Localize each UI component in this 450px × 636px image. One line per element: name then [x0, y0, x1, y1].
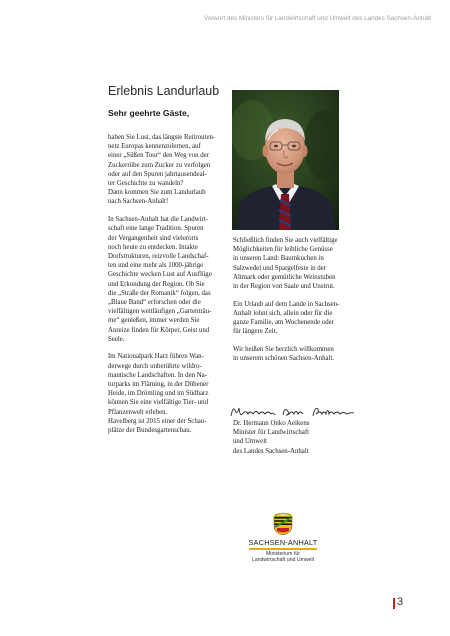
paragraph [108, 352, 226, 435]
text-line: Wir heißen Sie herzlich willkommen [233, 346, 334, 354]
text-line: ten und eine mehr als 1000-jährige [108, 262, 204, 270]
text-line: Dorfstrukturen, reizvolle Landschaf- [108, 252, 209, 260]
text-line: Im Nationalpark Harz führen Wan- [108, 353, 204, 361]
text-line: oder auf den Spuren jahrtausendeal- [108, 170, 207, 178]
logo-ministry-line: Ministerium für [265, 551, 300, 557]
text-line: noch heute zu entdecken. Intakte [108, 243, 198, 251]
page-number: 3 [397, 596, 404, 608]
logo-ministry-name [246, 551, 320, 564]
text-line: In Sachsen-Anhalt hat die Landwirt- [108, 216, 208, 224]
text-line: Altmark oder gemütliche Weinstuben [233, 273, 336, 281]
text-line: Heide, im Drömling und im Südharz [108, 390, 209, 398]
text-line: vielfältigen weitläufigen „Gartenträu- [108, 308, 212, 316]
paragraph [233, 236, 358, 291]
text-line: Anreize finden für Körper, Geist und [108, 326, 210, 334]
paragraph [108, 215, 226, 344]
text-line: haben Sie Lust, das längste Reitrouten- [108, 134, 216, 141]
coat-of-arms-icon [273, 512, 293, 536]
paragraph [233, 345, 358, 363]
text-line: einer „Süßen Tour“ den Weg von der [108, 152, 209, 160]
text-line: ter Geschichte zu wandeln? [108, 180, 184, 188]
page-title: Erlebnis Landurlaub [108, 84, 220, 98]
signatory-title: des Landes Sachsen-Anhalt [233, 447, 309, 455]
text-line: in unserem schönen Sachsen-Anhalt. [233, 355, 335, 363]
text-line: turparks im Fläming, in der Dübener [108, 381, 209, 389]
text-line: Geschichte wecken Lust auf Ausflüge [108, 271, 212, 279]
logo-wordmark: SACHSEN-ANHALT [248, 538, 318, 547]
running-header: Vorwort des Ministers für Landwirtschaft und Umwelt des Landes Sachsen-Anhalt [203, 15, 431, 22]
text-line: Anhalt lohnt sich, allein oder für die [233, 309, 333, 317]
text-line: nach Sachsen-Anhalt! [108, 198, 169, 206]
text-line: können Sie eine vielfältige Tier- und [108, 399, 209, 407]
text-line: in unseren Land: Baumkuchen in [233, 255, 324, 263]
text-line: schaft eine lange Tradition. Spuren [108, 225, 204, 233]
text-line: Schließlich finden Sie auch vielfältige [233, 237, 338, 244]
minister-portrait [232, 90, 339, 230]
text-line: Havelberg ist 2015 einer der Schau- [108, 417, 207, 425]
text-line: Ein Urlaub auf dem Lande in Sachsen- [233, 300, 340, 308]
signatory-title: Minister für Landwirtschaft [233, 429, 310, 437]
signatory-name: Dr. Hermann Onko Aeikens [233, 420, 310, 427]
text-line: Dann kommen Sie zum Landurlaub [108, 189, 206, 197]
text-line: derwege durch unberührte wildro- [108, 362, 202, 370]
logo-ministry-line: Landwirtschaft und Umwelt [251, 557, 315, 564]
paragraph [233, 300, 358, 337]
text-line: Salzwedel und Spargelfeste in der [233, 264, 326, 272]
text-line: netz Europas kennenzulernen, auf [108, 143, 201, 151]
text-line: Seele. [108, 335, 125, 343]
text-line: der Vergangenheit sind vielerorts [108, 234, 199, 242]
paragraph [108, 133, 226, 207]
text-line: Pflanzenwelt erleben. [108, 408, 168, 416]
signatory-title: und Umwelt [233, 438, 268, 446]
text-line: „Blaue Band“ erforschen oder die [108, 298, 201, 306]
left-text-column [108, 133, 226, 435]
logo-divider [249, 548, 317, 550]
text-line: die „Straße der Romanik“ folgen, das [108, 289, 211, 297]
greeting: Sehr geehrte Gäste, [108, 108, 190, 118]
text-line: mantische Landschaften. In den Na- [108, 371, 208, 379]
text-line: in der Region von Saale und Unstrut. [233, 283, 335, 291]
handwritten-signature [229, 404, 357, 420]
text-line: me“ genießen, immer werden Sie [108, 317, 200, 325]
right-text-column [233, 236, 358, 363]
text-line: für längere Zeit. [233, 328, 278, 336]
text-line: Zuckerrübe zum Zucker zu verfolgen [108, 161, 211, 169]
text-line: plätze der Bundesgartenschau. [108, 427, 192, 435]
text-line: Möglichkeiten für leibliche Genüsse [233, 246, 333, 254]
signature-block [233, 419, 309, 456]
text-line: und Erkundung der Region. Ob Sie [108, 280, 205, 288]
page-number-marker [393, 598, 395, 609]
ministry-logo [246, 510, 320, 570]
text-line: ganze Familie, am Wochenende oder [233, 319, 334, 327]
